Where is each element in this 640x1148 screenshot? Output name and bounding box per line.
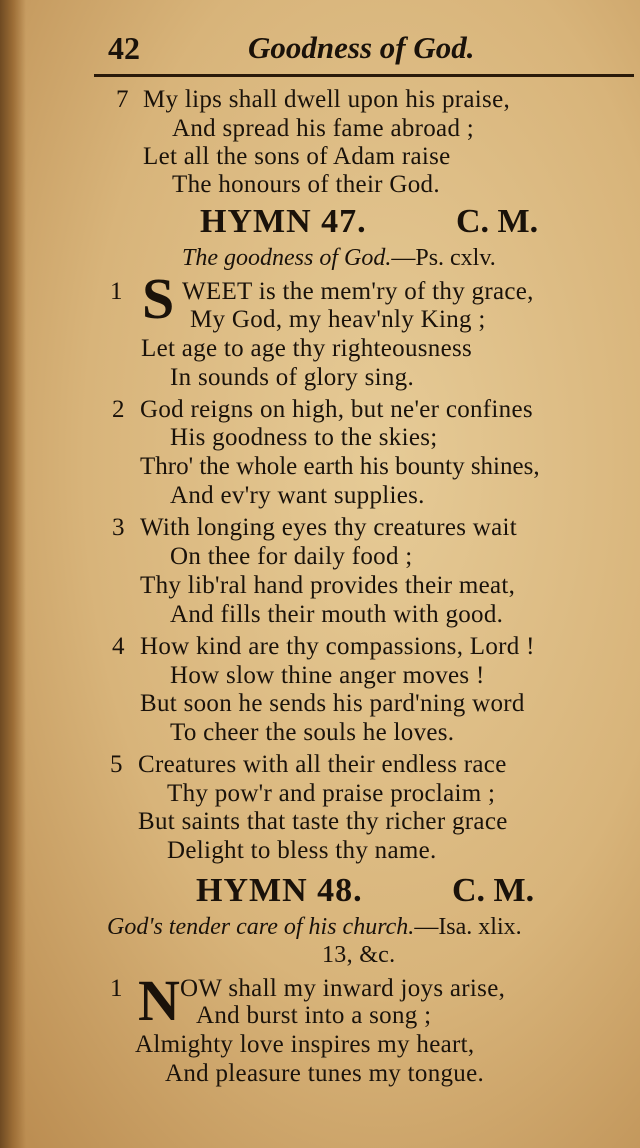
page-header — [108, 30, 628, 70]
stanza-line: But soon he sends his pard'ning word — [140, 690, 525, 717]
stanza-line: And fills their mouth with good. — [170, 601, 504, 628]
stanza-line: Delight to bless thy name. — [167, 837, 437, 864]
stanza-line: In sounds of glory sing. — [170, 364, 415, 391]
page-number: 42 — [108, 30, 140, 66]
stanza-line: My lips shall dwell upon his praise, — [143, 86, 511, 113]
hymn-subtitle-continuation: 13, &c. — [322, 942, 396, 968]
stanza-line: How kind are thy compassions, Lord ! — [140, 633, 535, 660]
hymn-subtitle — [107, 914, 522, 941]
hymn-title: HYMN 48. — [196, 872, 363, 909]
running-head: Goodness of God. — [248, 30, 475, 65]
stanza-number: 5 — [110, 751, 123, 778]
stanza-line: And pleasure tunes my tongue. — [165, 1060, 485, 1087]
hymn-meter: C. M. — [452, 872, 535, 909]
stanza-line: And spread his fame abroad ; — [172, 115, 475, 142]
header-rule — [94, 74, 634, 77]
hymn-subtitle-title: The goodness of God. — [182, 245, 392, 271]
stanza-number: 1 — [110, 278, 123, 305]
drop-cap: N — [138, 968, 180, 1033]
stanza-line: God reigns on high, but ne'er confines — [140, 396, 533, 423]
stanza-number: 7 — [116, 86, 129, 113]
hymn-subtitle-ref: —Isa. xlix. — [414, 914, 522, 940]
stanza-line: Thro' the whole earth his bounty shines, — [140, 453, 540, 480]
stanza-line: But saints that taste thy richer grace — [138, 808, 508, 835]
stanza-line: Creatures with all their endless race — [138, 751, 507, 778]
stanza-line: To cheer the souls he loves. — [170, 719, 455, 746]
stanza-number: 2 — [112, 396, 125, 423]
hymn-subtitle-ref: —Ps. cxlv. — [391, 245, 496, 271]
hymn-meter: C. M. — [456, 203, 539, 240]
stanza-line: Let age to age thy righteousness — [141, 335, 473, 362]
hymn-title: HYMN 47. — [200, 203, 367, 240]
stanza-line: OW shall my inward joys arise, — [180, 975, 506, 1002]
stanza-line: Let all the sons of Adam raise — [143, 143, 451, 170]
stanza-line: With longing eyes thy creatures wait — [140, 514, 518, 541]
stanza-number: 3 — [112, 514, 125, 541]
stanza-line: Almighty love inspires my heart, — [135, 1031, 475, 1058]
stanza-number: 1 — [110, 975, 123, 1002]
stanza-line: Thy pow'r and praise proclaim ; — [167, 780, 496, 807]
stanza-line: Thy lib'ral hand provides their meat, — [140, 572, 516, 599]
stanza-line: My God, my heav'nly King ; — [190, 306, 486, 333]
hymn-subtitle-title: God's tender care of his church. — [107, 914, 415, 940]
stanza-line: The honours of their God. — [172, 171, 440, 198]
stanza-line: On thee for daily food ; — [170, 543, 413, 570]
stanza-number: 4 — [112, 633, 125, 660]
hymn-subtitle — [182, 245, 496, 272]
stanza-line: WEET is the mem'ry of thy grace, — [182, 278, 534, 305]
page-binding-edge — [0, 0, 26, 1148]
stanza-line: His goodness to the skies; — [170, 424, 438, 451]
stanza-line: And ev'ry want supplies. — [170, 482, 425, 509]
drop-cap: S — [142, 266, 175, 331]
stanza-line: And burst into a song ; — [196, 1002, 432, 1029]
stanza-line: How slow thine anger moves ! — [170, 662, 485, 689]
